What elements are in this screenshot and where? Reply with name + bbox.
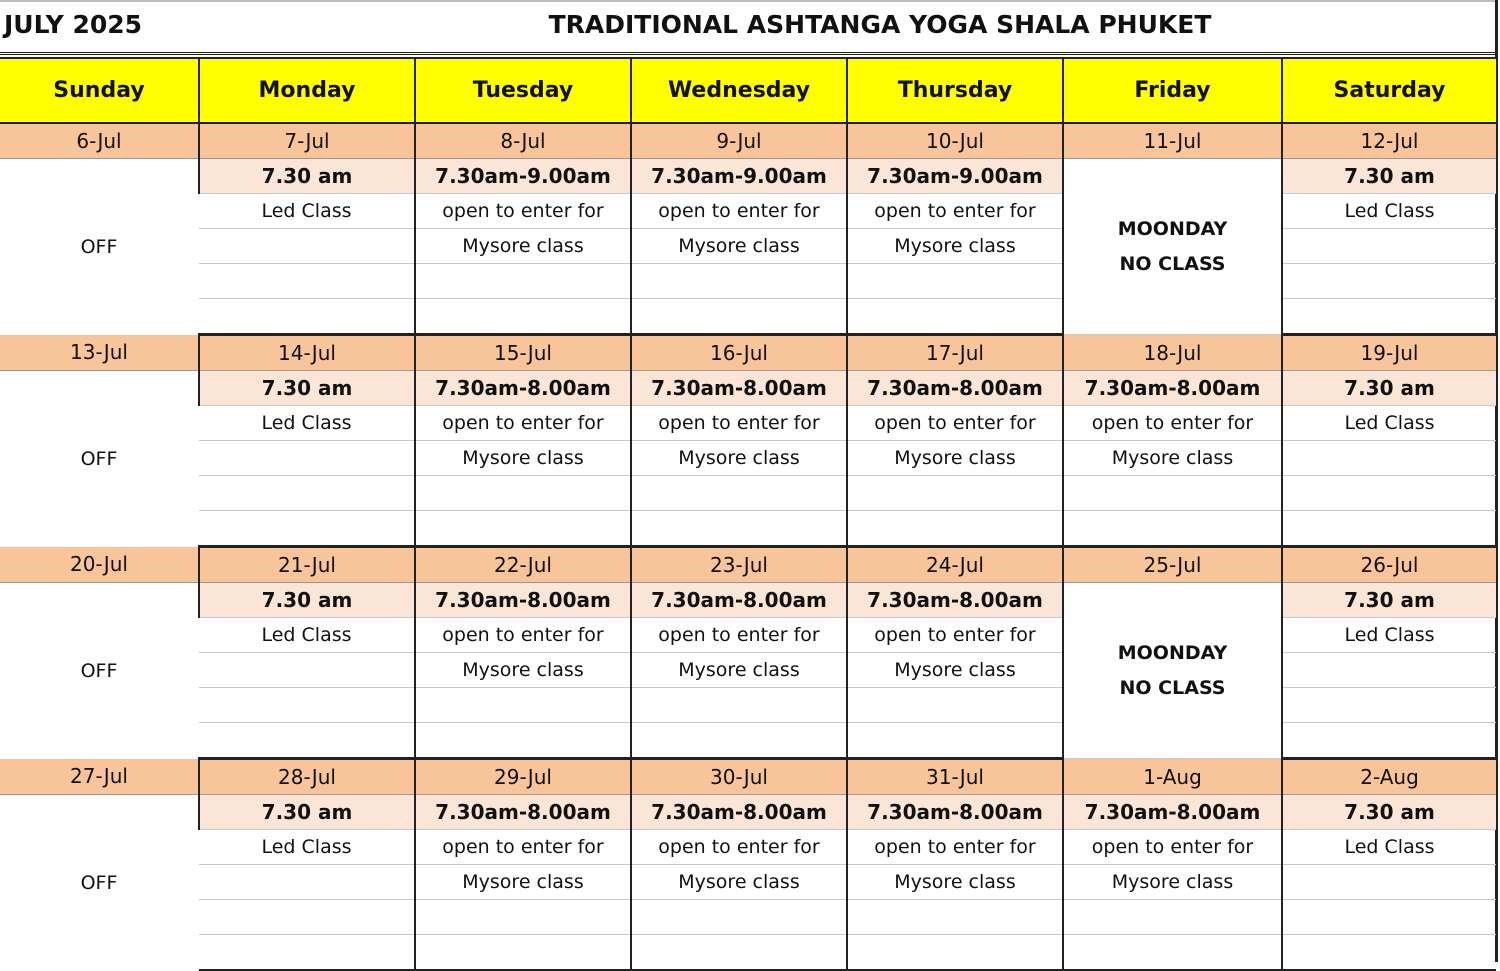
empty-cell: [415, 511, 631, 547]
class-note: Mysore class: [847, 229, 1063, 264]
date-cell: 9-Jul: [631, 123, 847, 159]
header-saturday: Saturday: [1282, 58, 1496, 123]
slot-row: [0, 830, 1496, 865]
date-cell: 2-Aug: [1282, 759, 1496, 795]
slot-row: [0, 159, 1496, 194]
date-row: [0, 759, 1496, 795]
empty-cell: [1063, 935, 1282, 971]
class-time: 7.30am-8.00am: [415, 795, 631, 830]
date-row: [0, 123, 1496, 159]
header-thursday: Thursday: [847, 58, 1063, 123]
header-sunday: Sunday: [0, 58, 199, 123]
class-note: open to enter for: [631, 830, 847, 865]
date-cell: 16-Jul: [631, 335, 847, 371]
sunday-off-cell: OFF: [80, 659, 118, 682]
slot-row: [0, 583, 1496, 618]
empty-cell: [631, 900, 847, 935]
class-note: Led Class: [199, 194, 415, 229]
empty-cell: [847, 935, 1063, 971]
page-title: TRADITIONAL ASHTANGA YOGA SHALA PHUKET: [548, 10, 1212, 39]
empty-cell: [199, 511, 415, 547]
empty-cell: [415, 264, 631, 299]
class-note: Led Class: [1282, 194, 1496, 229]
week-4: [0, 759, 1496, 971]
week-2: [0, 335, 1496, 547]
empty-cell: [199, 935, 415, 971]
empty-cell: [1282, 441, 1496, 476]
date-cell: 23-Jul: [631, 547, 847, 583]
empty-cell: [631, 299, 847, 335]
class-note: Led Class: [1282, 830, 1496, 865]
date-cell: 19-Jul: [1282, 335, 1496, 371]
empty-cell: [199, 723, 415, 759]
empty-cell: [199, 900, 415, 935]
class-note: Mysore class: [631, 229, 847, 264]
date-cell: 6-Jul: [0, 123, 199, 159]
empty-cell: [847, 476, 1063, 511]
empty-cell: [1282, 264, 1496, 299]
date-cell: 28-Jul: [199, 759, 415, 795]
sunday-off-cell: OFF: [80, 447, 118, 470]
date-cell: 15-Jul: [415, 335, 631, 371]
empty-cell: [631, 264, 847, 299]
date-cell: 20-Jul: [0, 547, 199, 583]
empty-cell: [847, 511, 1063, 547]
empty-cell: [199, 865, 415, 900]
empty-cell: [199, 653, 415, 688]
class-note: Mysore class: [1063, 441, 1282, 476]
class-note: Mysore class: [415, 441, 631, 476]
empty-cell: [1282, 476, 1496, 511]
empty-cell: [631, 476, 847, 511]
empty-cell: [1063, 900, 1282, 935]
empty-cell: [415, 900, 631, 935]
class-time: 7.30am-9.00am: [415, 159, 631, 194]
slot-row: [0, 935, 1496, 971]
empty-cell: [631, 935, 847, 971]
header-wednesday: Wednesday: [631, 58, 847, 123]
month-label: JULY 2025: [4, 10, 143, 39]
class-note: Led Class: [1282, 618, 1496, 653]
empty-cell: [847, 299, 1063, 335]
date-cell: 27-Jul: [0, 759, 199, 795]
empty-cell: [847, 723, 1063, 759]
class-note: Mysore class: [415, 229, 631, 264]
class-time: 7.30am-9.00am: [631, 159, 847, 194]
date-cell: 8-Jul: [415, 123, 631, 159]
date-cell: 14-Jul: [199, 335, 415, 371]
empty-cell: [847, 688, 1063, 723]
date-cell: 25-Jul: [1063, 547, 1282, 583]
class-time: 7.30am-8.00am: [631, 583, 847, 618]
empty-cell: [631, 723, 847, 759]
date-cell: 10-Jul: [847, 123, 1063, 159]
empty-cell: [1282, 900, 1496, 935]
class-note: open to enter for: [847, 406, 1063, 441]
date-cell: 30-Jul: [631, 759, 847, 795]
class-time: 7.30 am: [199, 583, 415, 618]
date-cell: 29-Jul: [415, 759, 631, 795]
class-note: Mysore class: [415, 653, 631, 688]
date-cell: 13-Jul: [0, 335, 199, 371]
class-time: 7.30 am: [199, 795, 415, 830]
class-time: 7.30am-9.00am: [847, 159, 1063, 194]
slot-row: [0, 406, 1496, 441]
empty-cell: [199, 299, 415, 335]
class-note: Mysore class: [847, 865, 1063, 900]
empty-cell: [199, 264, 415, 299]
header-tuesday: Tuesday: [415, 58, 631, 123]
class-note: open to enter for: [847, 830, 1063, 865]
slot-row: [0, 865, 1496, 900]
empty-cell: [415, 935, 631, 971]
class-time: 7.30 am: [199, 371, 415, 406]
class-note: Led Class: [199, 406, 415, 441]
class-note: Mysore class: [631, 653, 847, 688]
empty-cell: [631, 511, 847, 547]
empty-cell: [847, 900, 1063, 935]
class-time: 7.30 am: [1282, 371, 1496, 406]
class-time: 7.30am-8.00am: [415, 371, 631, 406]
class-note: open to enter for: [1063, 406, 1282, 441]
no-class-label: NO CLASS: [1119, 676, 1226, 699]
date-cell: 12-Jul: [1282, 123, 1496, 159]
date-cell: 11-Jul: [1063, 123, 1282, 159]
empty-cell: [1282, 688, 1496, 723]
class-time: 7.30am-8.00am: [1063, 371, 1282, 406]
moonday-label: MOONDAY: [1117, 217, 1228, 240]
empty-cell: [199, 441, 415, 476]
class-note: open to enter for: [1063, 830, 1282, 865]
class-note: open to enter for: [415, 830, 631, 865]
slot-row: [0, 795, 1496, 830]
date-row: [0, 335, 1496, 371]
date-cell: 17-Jul: [847, 335, 1063, 371]
moonday-label: MOONDAY: [1117, 641, 1228, 664]
empty-cell: [415, 299, 631, 335]
class-note: Mysore class: [847, 441, 1063, 476]
class-note: Led Class: [199, 618, 415, 653]
empty-cell: [1063, 511, 1282, 547]
date-cell: 24-Jul: [847, 547, 1063, 583]
date-cell: 22-Jul: [415, 547, 631, 583]
empty-cell: [1282, 229, 1496, 264]
weekday-header-row: [0, 58, 1496, 123]
class-time: 7.30am-8.00am: [847, 371, 1063, 406]
sunday-off-cell: OFF: [80, 871, 118, 894]
class-time: 7.30 am: [1282, 795, 1496, 830]
date-row: [0, 547, 1496, 583]
empty-cell: [631, 688, 847, 723]
empty-cell: [415, 688, 631, 723]
date-cell: 21-Jul: [199, 547, 415, 583]
class-note: open to enter for: [847, 618, 1063, 653]
date-cell: 18-Jul: [1063, 335, 1282, 371]
empty-cell: [1282, 723, 1496, 759]
class-time: 7.30am-8.00am: [1063, 795, 1282, 830]
date-cell: 31-Jul: [847, 759, 1063, 795]
class-time: 7.30am-8.00am: [415, 583, 631, 618]
empty-cell: [1063, 476, 1282, 511]
empty-cell: [1282, 299, 1496, 335]
class-note: open to enter for: [631, 194, 847, 229]
empty-cell: [1282, 653, 1496, 688]
class-note: open to enter for: [415, 194, 631, 229]
class-note: open to enter for: [631, 618, 847, 653]
class-time: 7.30am-8.00am: [847, 795, 1063, 830]
date-cell: 1-Aug: [1063, 759, 1282, 795]
class-note: open to enter for: [415, 406, 631, 441]
empty-cell: [199, 476, 415, 511]
class-note: open to enter for: [847, 194, 1063, 229]
sheet-header: [0, 0, 1496, 55]
class-time: 7.30am-8.00am: [847, 583, 1063, 618]
sunday-off-cell: OFF: [80, 235, 118, 258]
class-note: Mysore class: [631, 865, 847, 900]
empty-cell: [1282, 511, 1496, 547]
header-friday: Friday: [1063, 58, 1282, 123]
empty-cell: [1282, 935, 1496, 971]
class-time: 7.30am-8.00am: [631, 795, 847, 830]
slot-row: [0, 900, 1496, 935]
moonday-cell: [1063, 159, 1282, 335]
class-time: 7.30 am: [1282, 583, 1496, 618]
schedule-table: [0, 57, 1496, 971]
class-note: Led Class: [1282, 406, 1496, 441]
moonday-cell: [1063, 583, 1282, 759]
slot-row: [0, 476, 1496, 511]
empty-cell: [847, 264, 1063, 299]
class-note: Mysore class: [415, 865, 631, 900]
slot-row: [0, 371, 1496, 406]
class-note: Mysore class: [631, 441, 847, 476]
class-time: 7.30am-8.00am: [631, 371, 847, 406]
class-time: 7.30 am: [1282, 159, 1496, 194]
no-class-label: NO CLASS: [1119, 252, 1226, 275]
class-note: open to enter for: [631, 406, 847, 441]
slot-row: [0, 441, 1496, 476]
header-monday: Monday: [199, 58, 415, 123]
date-cell: 26-Jul: [1282, 547, 1496, 583]
class-note: Mysore class: [847, 653, 1063, 688]
date-cell: 7-Jul: [199, 123, 415, 159]
week-3: [0, 547, 1496, 759]
empty-cell: [199, 688, 415, 723]
class-note: open to enter for: [415, 618, 631, 653]
empty-cell: [415, 723, 631, 759]
week-1: [0, 123, 1496, 335]
empty-cell: [1282, 865, 1496, 900]
empty-cell: [199, 229, 415, 264]
class-note: Mysore class: [1063, 865, 1282, 900]
class-time: 7.30 am: [199, 159, 415, 194]
slot-row: [0, 511, 1496, 547]
empty-cell: [415, 476, 631, 511]
class-note: Led Class: [199, 830, 415, 865]
